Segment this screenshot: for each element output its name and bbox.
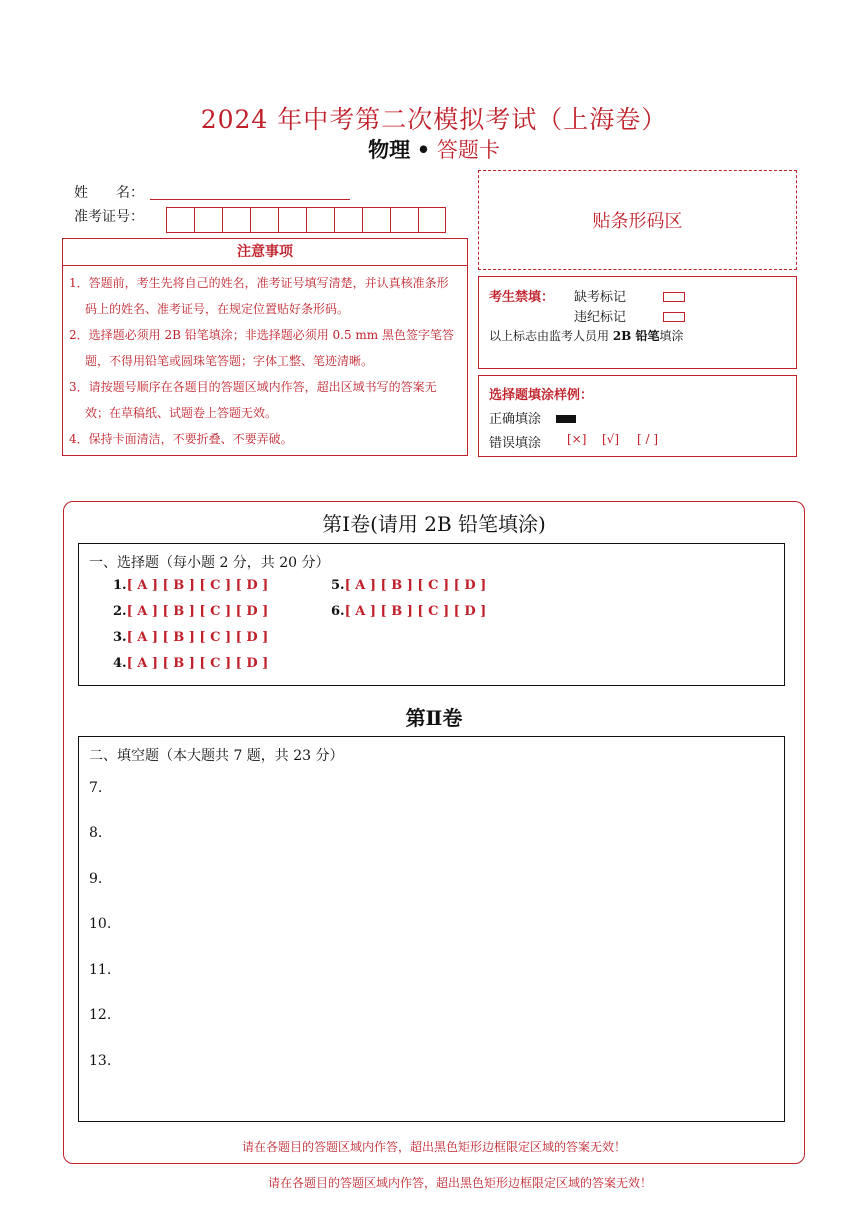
id-digit-box[interactable]	[418, 207, 446, 233]
correct-label: 正确填涂	[489, 412, 542, 427]
id-digit-box[interactable]	[194, 207, 222, 233]
violation-mark-box[interactable]	[663, 312, 685, 322]
mc-question-number: 1.	[113, 578, 127, 593]
notice-heading: 注意事项	[63, 239, 467, 266]
absent-label: 缺考标记	[574, 290, 627, 305]
notice-body	[63, 266, 467, 452]
forbid-note-bold: 2B 铅笔	[612, 329, 660, 343]
id-digit-box[interactable]	[278, 207, 306, 233]
subtitle-dot: •	[416, 137, 431, 162]
notice-item: 4．保持卡面清洁，不要折叠、不要弄破。	[69, 432, 293, 446]
mc-question-number: 2.	[113, 604, 127, 619]
mc-question	[331, 604, 486, 619]
fill-question-number: 8.	[89, 825, 103, 841]
part1-title: 第Ⅰ卷(请用 2B 铅笔填涂)	[322, 512, 546, 536]
notice-item: 3．请按题号顺序在各题目的答题区域内作答，超出区域书写的答案无效；在草稿纸、试题卷上答题无效。	[69, 380, 437, 420]
examiner-only-panel	[478, 276, 797, 369]
notice-panel	[62, 238, 468, 456]
wrong-mark-cross: [×]	[567, 432, 587, 446]
outer-warning: 请在各题目的答题区域内作答，超出黑色矩形边框限定区域的答案无效！	[267, 1176, 652, 1190]
notice-item: 2．选择题必须用 2B 铅笔填涂；非选择题必须用 0.5 mm 黑色签字笔答题，不得用铅笔或圆珠笔答题；字体工整、笔迹清晰。	[69, 328, 455, 368]
forbid-note-suffix: 填涂	[659, 329, 684, 343]
id-label: 准考证号：	[74, 209, 144, 225]
fill-question-number: 9.	[89, 871, 103, 887]
notice-item: 1．答题前，考生先将自己的姓名，准考证号填写清楚，并认真核准条形码上的姓名、准考证号，在规定位置贴好条形码。	[69, 276, 449, 316]
mc-question-number: 4.	[113, 656, 127, 671]
mc-options[interactable]: [ A ] [ B ] [ C ] [ D ]	[126, 630, 269, 645]
mc-question	[113, 578, 268, 593]
barcode-label: 贴条形码区	[592, 211, 683, 232]
id-digit-box[interactable]	[334, 207, 362, 233]
correct-fill-mark	[556, 415, 576, 423]
mc-question-number: 3.	[113, 630, 127, 645]
wrong-label: 错误填涂	[489, 436, 542, 451]
mc-options[interactable]: [ A ] [ B ] [ C ] [ D ]	[344, 604, 487, 619]
forbid-label: 考生禁填：	[489, 290, 555, 305]
fill-question-number: 12.	[89, 1007, 112, 1023]
mc-section-heading: 一、选择题（每小题 2 分，共 20 分）	[89, 555, 330, 571]
violation-label: 违纪标记	[574, 310, 627, 325]
name-label: 姓 名：	[74, 185, 144, 201]
mc-options[interactable]: [ A ] [ B ] [ C ] [ D ]	[126, 656, 269, 671]
absent-mark-box[interactable]	[663, 292, 685, 302]
fill-section-heading: 二、填空题（本大题共 7 题，共 23 分）	[89, 748, 344, 764]
wrong-mark-check: [√]	[602, 432, 620, 446]
mc-question	[113, 656, 268, 671]
forbid-note-prefix: 以上标志由监考人员用	[489, 329, 613, 343]
id-digit-box[interactable]	[250, 207, 278, 233]
id-digit-box[interactable]	[222, 207, 250, 233]
id-digit-box[interactable]	[362, 207, 390, 233]
mc-question	[113, 630, 268, 645]
fill-question-number: 7.	[89, 780, 103, 796]
part2-title: 第Ⅱ卷	[405, 706, 463, 730]
page-title: 2024 年中考第二次模拟考试（上海卷）	[200, 105, 668, 134]
subject-label: 物理	[368, 137, 411, 162]
mc-options[interactable]: [ A ] [ B ] [ C ] [ D ]	[344, 578, 487, 593]
mc-question	[331, 578, 486, 593]
id-digit-box[interactable]	[306, 207, 334, 233]
card-label: 答题卡	[436, 138, 500, 162]
forbid-note	[489, 327, 684, 344]
name-input-line[interactable]	[150, 199, 350, 200]
multiple-choice-box	[78, 543, 785, 686]
inner-warning: 请在各题目的答题区域内作答，超出黑色矩形边框限定区域的答案无效！	[241, 1140, 626, 1154]
id-digit-box[interactable]	[166, 207, 194, 233]
mc-question-number: 6.	[331, 604, 345, 619]
id-number-boxes	[166, 207, 446, 233]
fill-question-number: 13.	[89, 1053, 112, 1069]
mc-options[interactable]: [ A ] [ B ] [ C ] [ D ]	[126, 604, 269, 619]
id-digit-box[interactable]	[390, 207, 418, 233]
fill-question-number: 11.	[89, 962, 112, 978]
fill-question-number: 10.	[89, 916, 112, 932]
fill-sample-panel	[478, 375, 797, 457]
fill-in-box	[78, 736, 785, 1122]
mc-question	[113, 604, 268, 619]
wrong-mark-slash: [ / ]	[637, 432, 659, 446]
barcode-area	[478, 170, 797, 270]
mc-question-number: 5.	[331, 578, 345, 593]
mc-options[interactable]: [ A ] [ B ] [ C ] [ D ]	[126, 578, 269, 593]
sample-heading: 选择题填涂样例：	[489, 388, 594, 403]
page-subtitle	[0, 134, 868, 164]
